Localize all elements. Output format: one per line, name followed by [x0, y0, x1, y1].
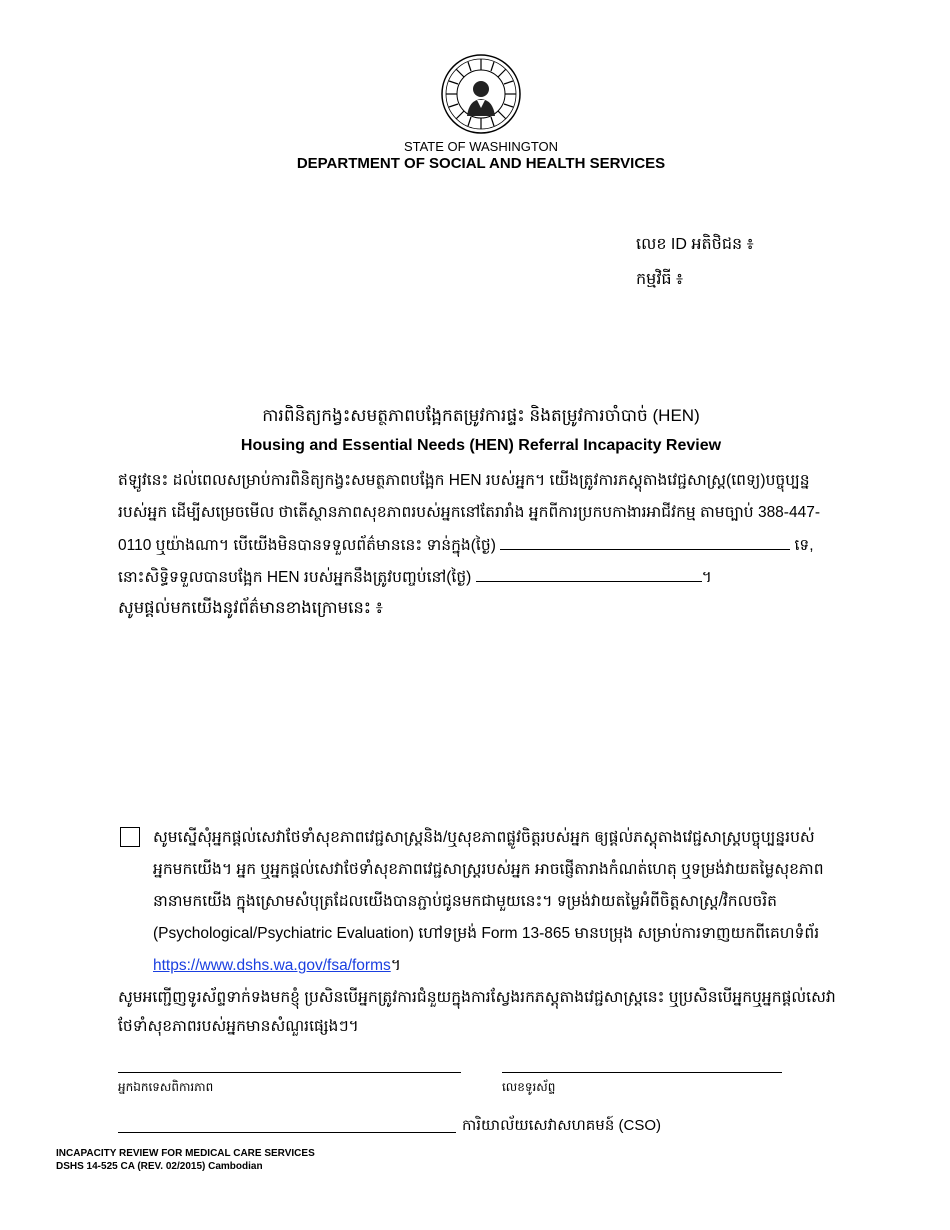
body-line-1: ឥឡូវនេះ ដល់ពេលសម្រាប់ការពិនិត្យកង្វះសមត្ថភាពបង្អែក HEN របស់អ្នក។ យើងត្រូវការភស្តុតាងវេជ្ជសាស្ត្រ(ពេទ្យ)បច្ចុប្បន្ន — [118, 472, 810, 489]
request-provider-checkbox[interactable] — [120, 827, 140, 847]
body-line-3-text: 0110 ឬយ៉ាងណា។ បើយើងមិនបានទទួលព័ត៌មាននេះ ទាន់ក្នុង(ថ្ងៃ) — [118, 537, 496, 554]
title-khmer: ការពិនិត្យកង្វះសមត្ថភាពបង្អែកតម្រូវការផ្ទះ និងតម្រូវការចាំបាច់ (HEN) — [262, 406, 700, 425]
checkbox-line-5 — [153, 955, 401, 978]
link-suffix: ។ — [390, 957, 401, 974]
checkbox-line-4: (Psychological/Psychiatric Evaluation) ហៅទម្រង់ Form 13-865 មានបម្រុង សម្រាប់ការទាញយកពីគេហទំព័រ — [153, 925, 820, 942]
cso-line[interactable] — [118, 1132, 456, 1133]
worker-signature-line[interactable] — [118, 1072, 461, 1073]
phone-label: លេខទូរស័ព្ទ — [502, 1080, 556, 1094]
cso-label: ការិយាល័យសេវាសហគមន៍ (CSO) — [462, 1117, 662, 1134]
department-name: DEPARTMENT OF SOCIAL AND HEALTH SERVICES — [296, 155, 666, 172]
body-line-4-end: ។ — [701, 569, 712, 586]
worker-label: អ្នកឯកទេសពិការភាព — [118, 1080, 214, 1094]
footer-form-title: INCAPACITY REVIEW FOR MEDICAL CARE SERVICES — [56, 1148, 315, 1159]
body-line-4-text: នោះសិទ្ធិទទួលបានបង្អែក HEN របស់អ្នកនឹងត្រូវបញ្ចប់នៅ(ថ្ងៃ) — [118, 569, 472, 586]
checkbox-line-2: អ្នកមកយើង។ អ្នក ឬអ្នកផ្ដល់សេវាថែទាំសុខភាពវេជ្ជសាស្ត្ររបស់អ្នក អាចផ្ញើតារាងកំណត់ហេតុ ឬទម្រង់វាយតម្លៃសុខភាព — [153, 861, 824, 878]
body-line-5: សូមផ្ដល់មកយើងនូវព័ត៌មានខាងក្រោមនេះ ៖ — [118, 599, 383, 617]
body-line-2: របស់អ្នក ដើម្បីសម្រេចមើល ថាតើស្ថានភាពសុខភាពរបស់អ្នកនៅតែរារាំង អ្នកពីការប្រកបកាងារអាជីវកម្ម តាមច្បាប់ 388-447- — [118, 504, 820, 521]
washington-state-seal-icon — [441, 54, 521, 134]
body-line-3 — [118, 534, 814, 558]
checkbox-line-3: នានាមកយើង ក្នុងស្រោមសំបុត្រដែលយើងបានភ្ជាប់ជូនមកជាមួយនេះ។ ទម្រង់វាយតម្លៃអំពីចិត្តសាស្ត្រ/វិកលចរិត — [153, 893, 777, 910]
title-english: Housing and Essential Needs (HEN) Referral Incapacity Review — [240, 437, 722, 454]
contact-line-2: ថែទាំសុខភាពរបស់អ្នកមានសំណួរផ្សេងៗ។ — [118, 1018, 359, 1035]
termination-date-blank — [476, 566, 702, 582]
dshs-forms-link[interactable]: https://www.dshs.wa.gov/fsa/forms — [153, 957, 391, 974]
body-line-3-end: ទេ, — [794, 537, 814, 554]
state-name: STATE OF WASHINGTON — [403, 139, 559, 154]
contact-line-1: សូមអញ្ជើញទូរស័ព្ទទាក់ទងមកខ្ញុំ ប្រសិនបើអ្នកត្រូវការជំនួយក្នុងការស្វែងរកភស្តុតាងវេជ្ជសាស្ត្រនេះ ឬប្រសិនបើអ្នកឬអ្នកផ្ដល់សេវា — [118, 989, 836, 1006]
phone-line[interactable] — [502, 1072, 782, 1073]
checkbox-line-1: សូមស្នើសុំអ្នកផ្ដល់សេវាថែទាំសុខភាពវេជ្ជសាស្ត្រនិង/ឬសុខភាពផ្លូវចិត្តរបស់អ្នក ឲ្យផ្ដល់ភស្តុតាងវេជ្ជសាស្ត្របច្ចុប្បន្នរបស់ — [153, 829, 815, 846]
footer-form-number: DSHS 14-525 CA (REV. 02/2015) Cambodian — [56, 1161, 263, 1172]
client-id-label: លេខ ID អតិថិជន ៖ — [636, 236, 754, 253]
body-line-4 — [118, 566, 712, 590]
program-label: កម្មវិធី ៖ — [636, 271, 684, 288]
response-date-blank — [500, 534, 790, 550]
